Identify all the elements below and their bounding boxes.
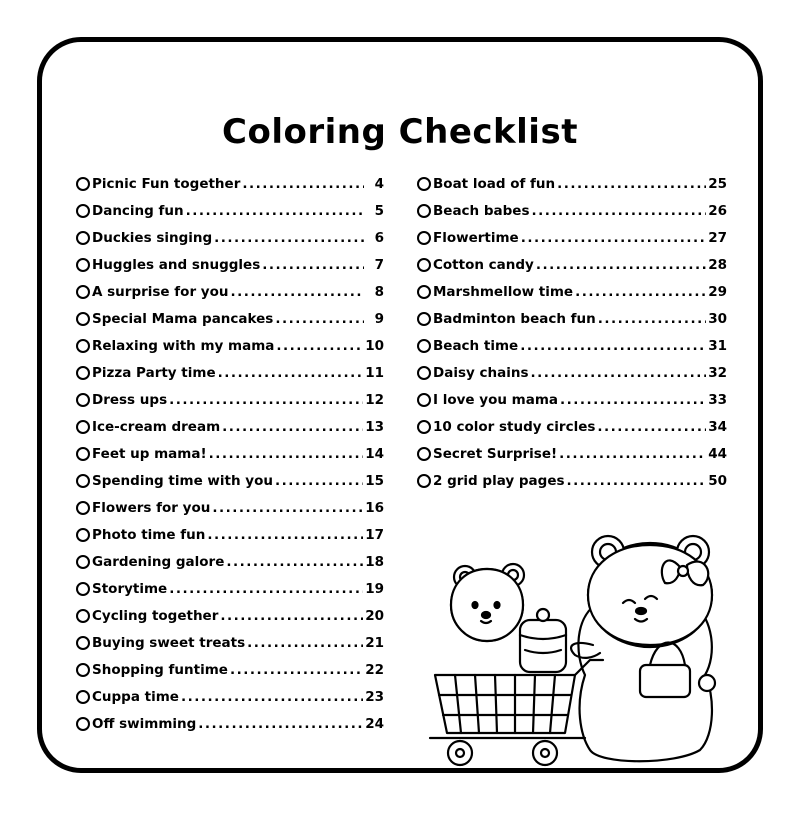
- dot-leader: [536, 257, 706, 273]
- circle-outline-icon: [417, 393, 431, 407]
- checklist-item-page-number: 28: [708, 256, 727, 273]
- checklist-item-page-number: 11: [365, 364, 384, 381]
- circle-outline-icon: [417, 447, 431, 461]
- checklist-item-page-number: 25: [708, 175, 727, 192]
- checklist-item-label: Gardening galore: [92, 553, 225, 570]
- checklist-item: [417, 251, 727, 278]
- checklist-item-label: Secret Surprise!: [433, 445, 558, 462]
- checklist-item-label: Photo time fun: [92, 526, 206, 543]
- circle-outline-icon: [76, 393, 90, 407]
- checklist-item-label: Daisy chains: [433, 364, 529, 381]
- circle-outline-icon: [417, 312, 431, 326]
- checklist-item: [76, 170, 384, 197]
- checklist-item-label: 2 grid play pages: [433, 472, 565, 489]
- circle-outline-icon: [417, 366, 431, 380]
- dot-leader: [198, 716, 363, 732]
- circle-outline-icon: [76, 258, 90, 272]
- checklist-item-page-number: 17: [365, 526, 384, 543]
- checklist-item: [76, 197, 384, 224]
- checklist-item-page-number: 23: [365, 688, 384, 705]
- checklist-item-page-number: 5: [374, 202, 384, 219]
- checklist-item-label: Huggles and snuggles: [92, 256, 261, 273]
- dot-leader: [220, 608, 363, 624]
- checklist-item-label: 10 color study circles: [433, 418, 596, 435]
- dot-leader: [521, 230, 706, 246]
- dot-leader: [532, 203, 707, 219]
- circle-outline-icon: [76, 474, 90, 488]
- circle-outline-icon: [76, 339, 90, 353]
- checklist-item-page-number: 6: [374, 229, 384, 246]
- checklist-item-label: Cuppa time: [92, 688, 179, 705]
- dot-leader: [209, 446, 364, 462]
- dot-leader: [214, 230, 364, 246]
- dot-leader: [181, 689, 363, 705]
- circle-outline-icon: [76, 285, 90, 299]
- checklist-item-label: Ice-cream dream: [92, 418, 221, 435]
- checklist-item-page-number: 29: [708, 283, 727, 300]
- checklist-item: [76, 305, 384, 332]
- checklist-item-page-number: 44: [708, 445, 727, 462]
- checklist-item: [417, 332, 727, 359]
- checklist-item-page-number: 16: [365, 499, 384, 516]
- checklist-item-label: Cotton candy: [433, 256, 534, 273]
- dot-leader: [207, 527, 363, 543]
- circle-outline-icon: [76, 447, 90, 461]
- checklist-item-page-number: 10: [365, 337, 384, 354]
- checklist-item: [417, 359, 727, 386]
- circle-outline-icon: [76, 366, 90, 380]
- checklist-item: [76, 521, 384, 548]
- dot-leader: [275, 311, 364, 327]
- dot-leader: [559, 446, 706, 462]
- dot-leader: [575, 284, 706, 300]
- circle-outline-icon: [417, 420, 431, 434]
- checklist-item: [76, 278, 384, 305]
- checklist-item-label: I love you mama: [433, 391, 559, 408]
- dot-leader: [597, 419, 706, 435]
- checklist-item: [76, 359, 384, 386]
- circle-outline-icon: [76, 555, 90, 569]
- circle-outline-icon: [417, 258, 431, 272]
- checklist-item-page-number: 24: [365, 715, 384, 732]
- checklist-item-label: Cycling together: [92, 607, 219, 624]
- dot-leader: [230, 284, 364, 300]
- dot-leader: [520, 338, 706, 354]
- checklist-item: [76, 467, 384, 494]
- checklist-item-label: Spending time with you: [92, 472, 273, 489]
- dot-leader: [262, 257, 364, 273]
- checklist-item-page-number: 4: [374, 175, 384, 192]
- checklist-item-label: A surprise for you: [92, 283, 229, 300]
- bears-with-shopping-cart-icon: [425, 525, 725, 775]
- circle-outline-icon: [76, 528, 90, 542]
- dot-leader: [247, 635, 363, 651]
- checklist-item-label: Shopping funtime: [92, 661, 228, 678]
- checklist-item-page-number: 33: [708, 391, 727, 408]
- circle-outline-icon: [76, 501, 90, 515]
- page-title: Coloring Checklist: [222, 112, 578, 152]
- checklist-item: [76, 602, 384, 629]
- dot-leader: [567, 473, 707, 489]
- checklist-item-page-number: 19: [365, 580, 384, 597]
- checklist-item-page-number: 13: [365, 418, 384, 435]
- checklist-item-page-number: 50: [708, 472, 727, 489]
- dot-leader: [169, 581, 363, 597]
- checklist-item-page-number: 30: [708, 310, 727, 327]
- dot-leader: [242, 176, 364, 192]
- checklist-item-page-number: 7: [374, 256, 384, 273]
- checklist-right-column: [417, 170, 727, 494]
- checklist-item-label: Feet up mama!: [92, 445, 207, 462]
- circle-outline-icon: [417, 177, 431, 191]
- checklist-item: [76, 224, 384, 251]
- dot-leader: [560, 392, 706, 408]
- checklist-item: [76, 656, 384, 683]
- checklist-item-label: Off swimming: [92, 715, 197, 732]
- checklist-item: [417, 386, 727, 413]
- checklist-item-page-number: 14: [365, 445, 384, 462]
- checklist-item-label: Boat load of fun: [433, 175, 556, 192]
- checklist-item-label: Dress ups: [92, 391, 168, 408]
- checklist-item-label: Dancing fun: [92, 202, 184, 219]
- dot-leader: [598, 311, 706, 327]
- checklist-item-page-number: 18: [365, 553, 384, 570]
- dot-leader: [186, 203, 364, 219]
- circle-outline-icon: [76, 420, 90, 434]
- checklist-item: [76, 494, 384, 521]
- dot-leader: [276, 338, 363, 354]
- checklist-item: [417, 413, 727, 440]
- dot-leader: [230, 662, 363, 678]
- checklist-item-page-number: 32: [708, 364, 727, 381]
- checklist-item: [76, 413, 384, 440]
- circle-outline-icon: [417, 204, 431, 218]
- checklist-item-label: Picnic Fun together: [92, 175, 241, 192]
- checklist-item-page-number: 8: [374, 283, 384, 300]
- circle-outline-icon: [76, 231, 90, 245]
- dot-leader: [218, 365, 364, 381]
- checklist-item: [76, 575, 384, 602]
- checklist-item-page-number: 21: [365, 634, 384, 651]
- circle-outline-icon: [76, 177, 90, 191]
- checklist-item-label: Marshmellow time: [433, 283, 574, 300]
- checklist-item-label: Badminton beach fun: [433, 310, 596, 327]
- checklist-item-label: Flowers for you: [92, 499, 211, 516]
- checklist-item: [76, 710, 384, 737]
- dot-leader: [557, 176, 706, 192]
- checklist-item-page-number: 20: [365, 607, 384, 624]
- checklist-item-label: Flowertime: [433, 229, 519, 246]
- checklist-item: [76, 251, 384, 278]
- checklist-item: [417, 197, 727, 224]
- checklist-item-page-number: 15: [365, 472, 384, 489]
- circle-outline-icon: [76, 312, 90, 326]
- checklist-item: [417, 467, 727, 494]
- checklist-item: [76, 332, 384, 359]
- circle-outline-icon: [76, 582, 90, 596]
- dot-leader: [226, 554, 363, 570]
- checklist-item: [76, 386, 384, 413]
- circle-outline-icon: [76, 663, 90, 677]
- checklist-item-page-number: 12: [365, 391, 384, 408]
- checklist-item: [76, 440, 384, 467]
- checklist-item-page-number: 9: [374, 310, 384, 327]
- dot-leader: [222, 419, 363, 435]
- checklist-item-label: Beach time: [433, 337, 519, 354]
- checklist-item-page-number: 27: [708, 229, 727, 246]
- checklist-item-label: Beach babes: [433, 202, 530, 219]
- circle-outline-icon: [417, 474, 431, 488]
- circle-outline-icon: [417, 285, 431, 299]
- circle-outline-icon: [417, 231, 431, 245]
- checklist-item: [76, 683, 384, 710]
- circle-outline-icon: [76, 636, 90, 650]
- checklist-item: [76, 548, 384, 575]
- checklist-item-page-number: 34: [708, 418, 727, 435]
- checklist-item: [417, 170, 727, 197]
- checklist-item-label: Storytime: [92, 580, 168, 597]
- checklist-item: [417, 224, 727, 251]
- checklist-item-label: Buying sweet treats: [92, 634, 246, 651]
- dot-leader: [212, 500, 363, 516]
- checklist-item: [417, 440, 727, 467]
- checklist-item-label: Special Mama pancakes: [92, 310, 274, 327]
- dot-leader: [169, 392, 363, 408]
- checklist-item-page-number: 22: [365, 661, 384, 678]
- circle-outline-icon: [417, 339, 431, 353]
- checklist-item-label: Pizza Party time: [92, 364, 216, 381]
- checklist-item: [76, 629, 384, 656]
- dot-leader: [275, 473, 363, 489]
- checklist-item-page-number: 26: [708, 202, 727, 219]
- checklist-item-page-number: 31: [708, 337, 727, 354]
- checklist-item-label: Duckies singing: [92, 229, 213, 246]
- checklist-item: [417, 305, 727, 332]
- circle-outline-icon: [76, 204, 90, 218]
- checklist-left-column: [76, 170, 384, 737]
- circle-outline-icon: [76, 690, 90, 704]
- checklist-item-label: Relaxing with my mama: [92, 337, 275, 354]
- circle-outline-icon: [76, 717, 90, 731]
- dot-leader: [530, 365, 706, 381]
- checklist-item: [417, 278, 727, 305]
- circle-outline-icon: [76, 609, 90, 623]
